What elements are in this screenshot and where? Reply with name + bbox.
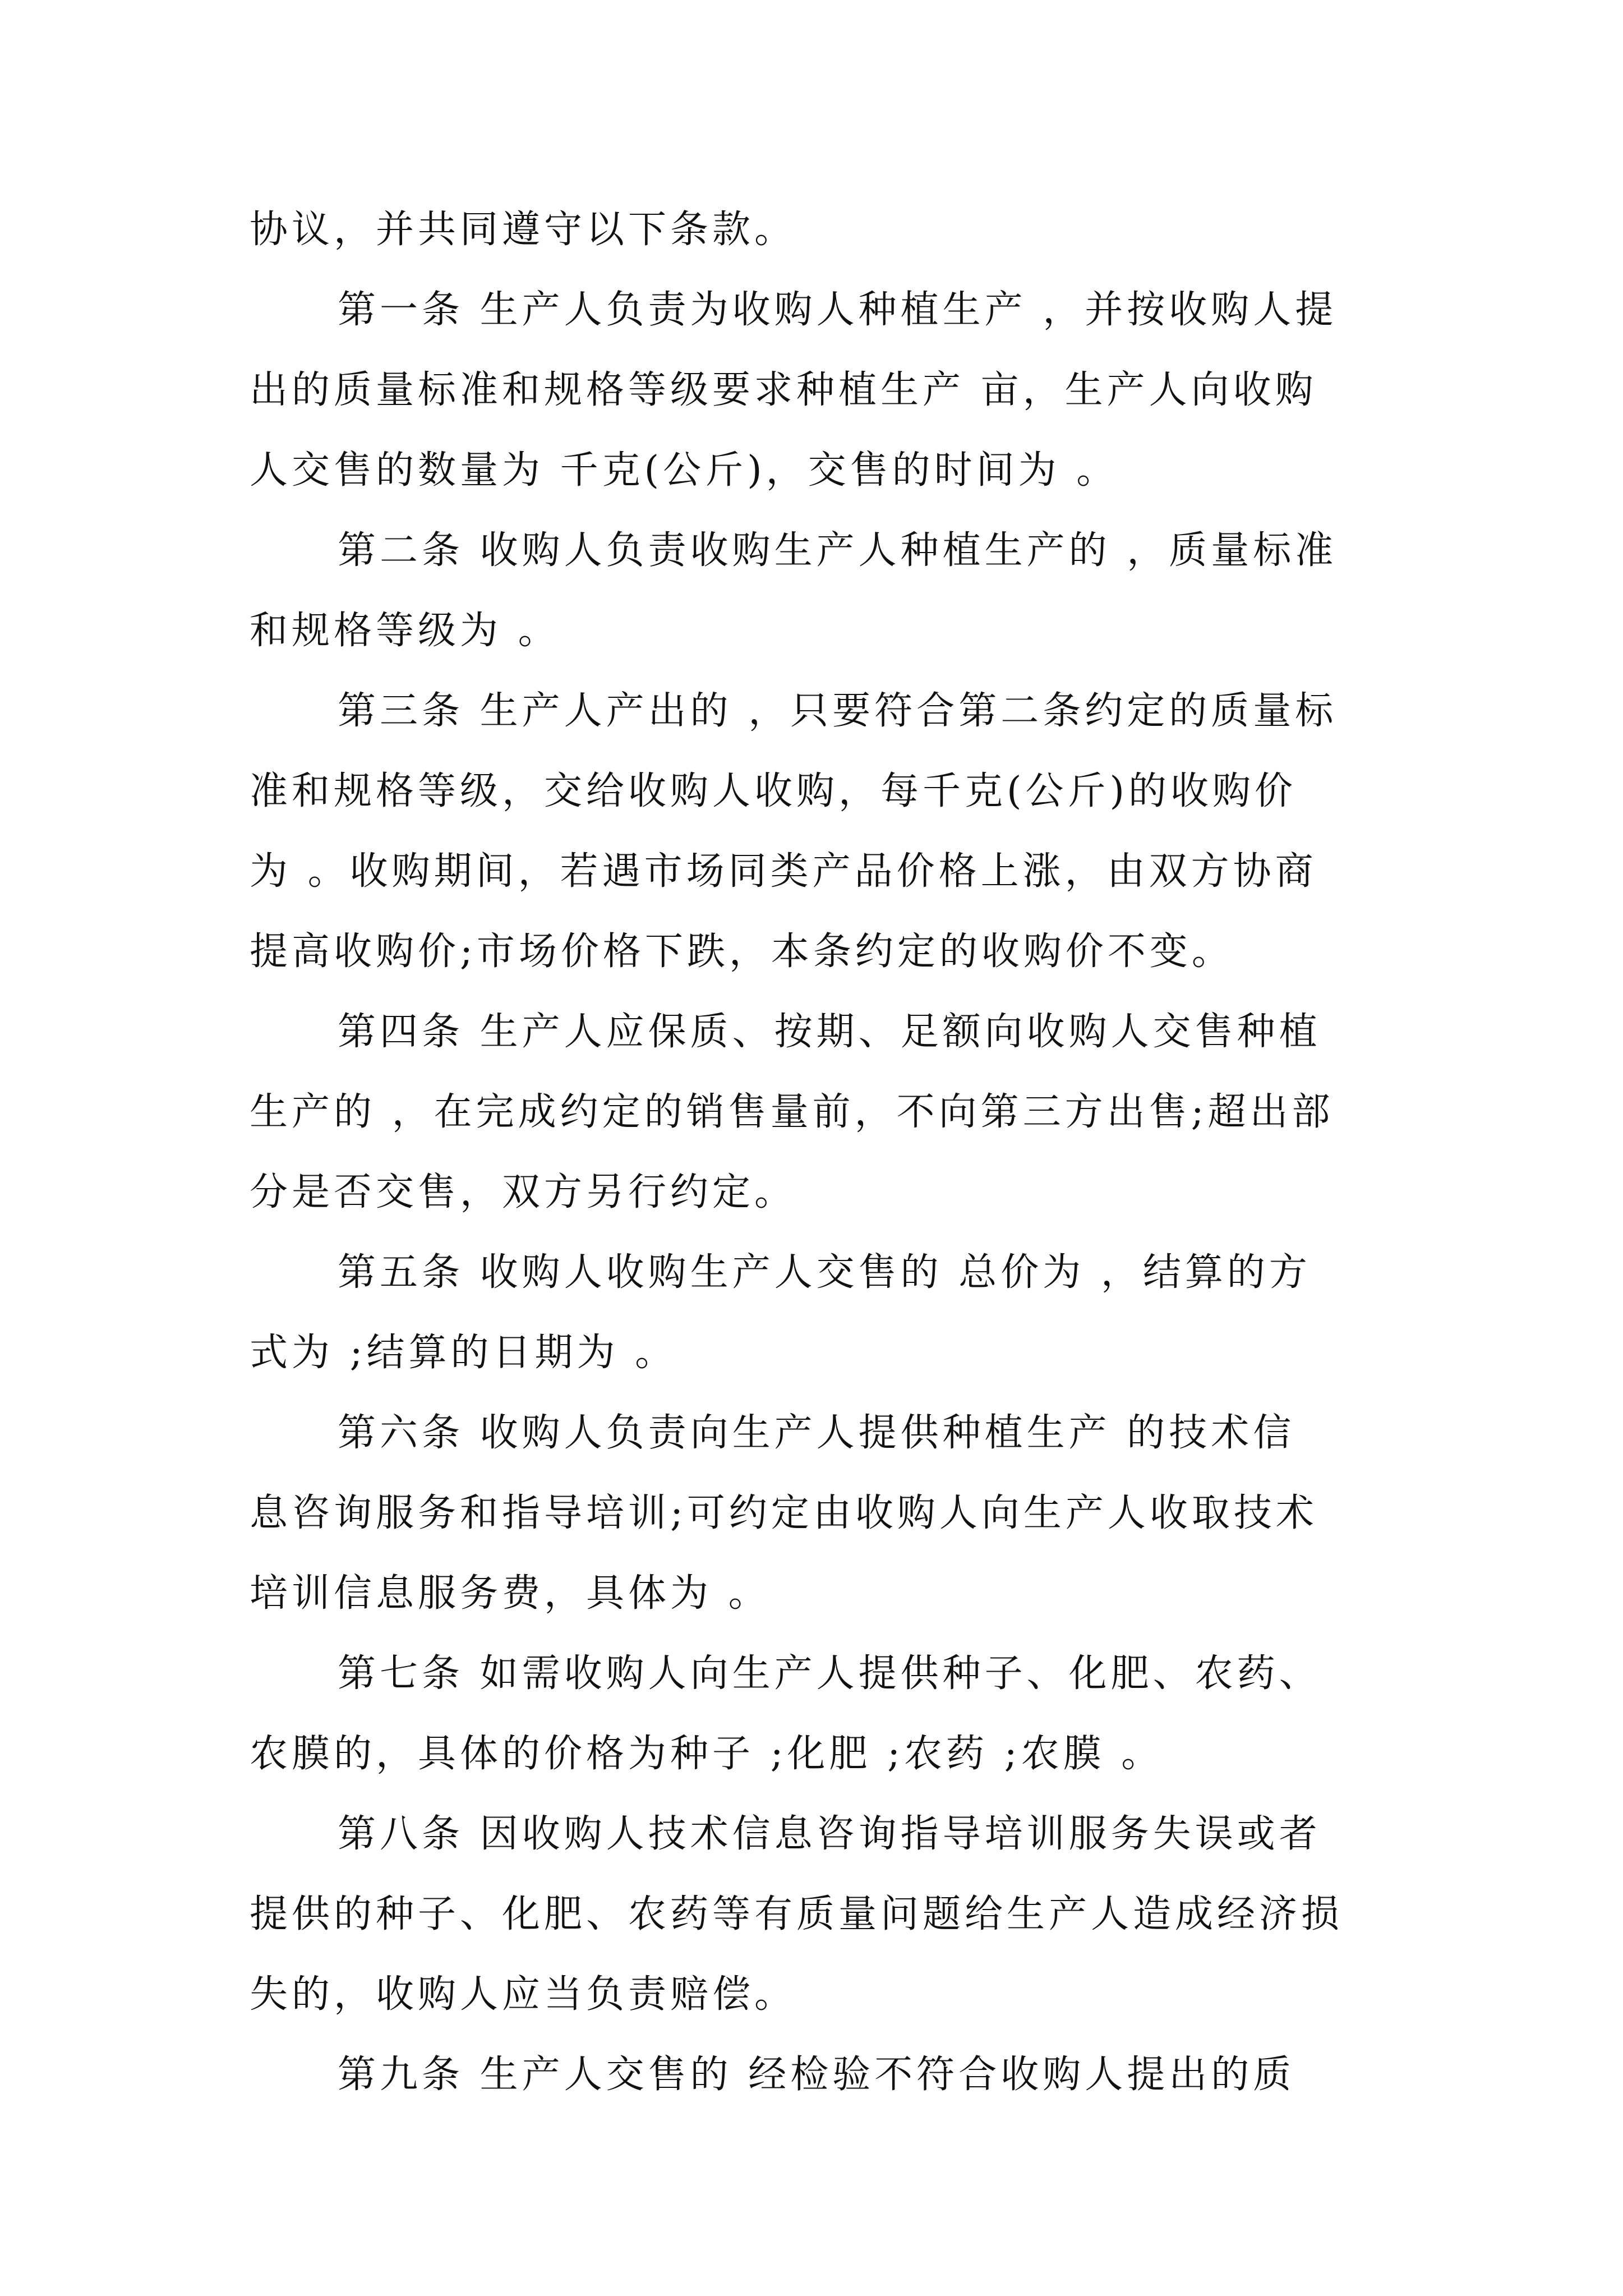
article-6-line: 第六条 收购人负责向生产人提供种植生产 的技术信 [338, 1411, 1295, 1455]
text-line: 出的质量标准和规格等级要求种植生产 亩，生产人向收购 [250, 368, 1317, 412]
article-2-line: 第二条 收购人负责收购生产人种植生产的 ，质量标准 [338, 528, 1338, 573]
text-line: 培训信息服务费，具体为 。 [250, 1571, 771, 1616]
text-line: 提高收购价;市场价格下跌，本条约定的收购价不变。 [250, 930, 1234, 974]
text-line: 息咨询服务和指导培训;可约定由收购人向生产人收取技术 [250, 1491, 1318, 1535]
text-line: 分是否交售，双方另行约定。 [250, 1170, 797, 1214]
text-line: 农膜的，具体的价格为种子 ;化肥 ;农药 ;农膜 。 [250, 1732, 1164, 1776]
article-4-line: 第四条 生产人应保质、按期、足额向收购人交售种植 [338, 1010, 1321, 1054]
text-line: 协议，并共同遵守以下条款。 [250, 208, 797, 252]
article-8-line: 第八条 因收购人技术信息咨询指导培训服务失误或者 [338, 1812, 1321, 1856]
text-line: 生产的 ，在完成约定的销售量前，不向第三方出售;超出部 [250, 1090, 1334, 1134]
text-line: 提供的种子、化肥、农药等有质量问题给生产人造成经济损 [250, 1892, 1344, 1936]
text-line: 和规格等级为 。 [250, 609, 560, 653]
text-line: 人交售的数量为 千克(公斤)，交售的时间为 。 [250, 448, 1119, 493]
article-5-line: 第五条 收购人收购生产人交售的 总价为 ，结算的方 [338, 1250, 1311, 1295]
text-line: 式为 ;结算的日期为 。 [250, 1331, 677, 1375]
article-7-line: 第七条 如需收购人向生产人提供种子、化肥、农药、 [338, 1651, 1321, 1696]
article-1-line: 第一条 生产人负责为收购人种植生产 ，并按收购人提 [338, 288, 1338, 332]
article-9-line: 第九条 生产人交售的 经检验不符合收购人提出的质 [338, 2053, 1295, 2097]
text-line: 为 。收购期间，若遇市场同类产品价格上涨，由双方协商 [250, 849, 1317, 894]
text-line: 失的，收购人应当负责赔偿。 [250, 1972, 797, 2017]
text-line: 准和规格等级，交给收购人收购，每千克(公斤)的收购价 [250, 769, 1297, 813]
article-3-line: 第三条 生产人产出的 ，只要符合第二条约定的质量标 [338, 689, 1338, 733]
